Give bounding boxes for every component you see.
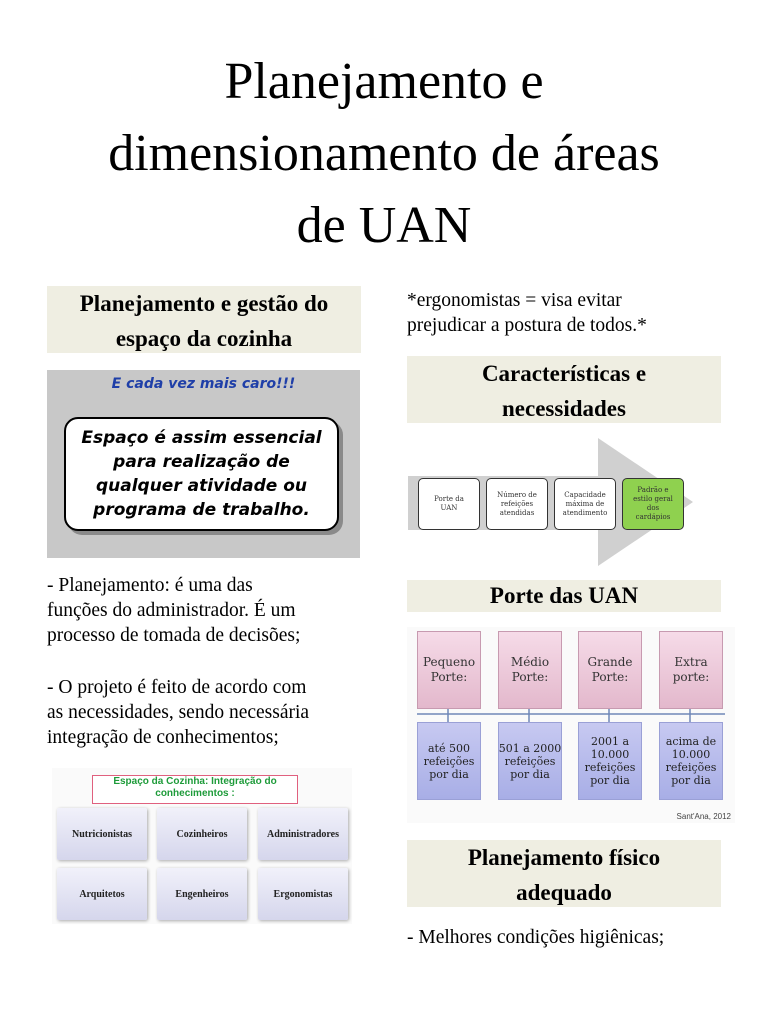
flow-box-line: refeições bbox=[500, 499, 534, 508]
size-range-line: refeições bbox=[504, 754, 556, 768]
size-label-line: Porte: bbox=[591, 670, 629, 684]
profession-cell: Engenheiros bbox=[157, 868, 247, 920]
paragraph-line: - Planejamento: é uma das bbox=[47, 575, 253, 596]
bubble-line: programa de trabalho. bbox=[93, 500, 310, 520]
size-range-line: 501 a 2000 bbox=[498, 741, 562, 755]
bubble-line: Espaço é assim essencial bbox=[81, 428, 322, 448]
flow-box-line: Número de bbox=[497, 490, 537, 499]
profession-cell: Cozinheiros bbox=[157, 808, 247, 860]
speech-bubble bbox=[64, 417, 339, 531]
heading-characteristics bbox=[407, 356, 721, 423]
page-title-line: dimensionamento de áreas bbox=[108, 125, 660, 182]
flow-box-line: cardápios bbox=[635, 513, 671, 521]
size-range-line: por dia bbox=[671, 774, 711, 787]
page-title-line: Planejamento e bbox=[224, 53, 544, 110]
profession-cell: Arquitetos bbox=[57, 868, 147, 920]
flow-box-menu bbox=[622, 478, 684, 530]
flow-box-line: Porte da bbox=[434, 495, 464, 503]
bubble-line: para realização de bbox=[113, 452, 290, 472]
paragraph-planning bbox=[47, 573, 300, 648]
flow-box-size bbox=[418, 478, 480, 530]
profession-cell: Nutricionistas bbox=[57, 808, 147, 860]
heading-line: espaço da cozinha bbox=[115, 326, 293, 351]
size-label-line: porte: bbox=[672, 670, 710, 684]
integration-header-line: conhecimentos : bbox=[155, 788, 235, 799]
size-range-line: 2001 a bbox=[590, 735, 630, 748]
flow-box-line: estilo geral bbox=[633, 495, 673, 503]
integration-header bbox=[92, 775, 298, 804]
paragraph-line: - O projeto é feito de acordo com bbox=[47, 677, 307, 698]
flow-box-meals bbox=[486, 478, 548, 530]
heading-line: Características e bbox=[481, 361, 647, 386]
paragraph-line: - Melhores condições higiênicas; bbox=[407, 927, 665, 948]
size-label-line: Pequeno bbox=[422, 655, 476, 669]
flow-box-line: Capacidade bbox=[564, 490, 606, 499]
size-label-large bbox=[578, 631, 642, 709]
integration-header-line: Espaço da Cozinha: Integração do bbox=[113, 776, 277, 787]
flow-box-line: dos bbox=[646, 504, 660, 512]
size-range-line: 10.000 bbox=[671, 748, 711, 761]
heading-line: Planejamento físico bbox=[467, 845, 661, 870]
flow-box-line: atendidas bbox=[499, 508, 535, 517]
size-label-extra bbox=[659, 631, 723, 709]
size-range-small bbox=[417, 722, 481, 800]
size-label-small bbox=[417, 631, 481, 709]
profession-cell: Administradores bbox=[258, 808, 348, 860]
size-range-medium bbox=[498, 722, 562, 800]
size-label-line: Grande bbox=[587, 655, 633, 669]
size-range-line: refeições bbox=[584, 761, 636, 774]
size-label-medium bbox=[498, 631, 562, 709]
size-label-line: Médio bbox=[510, 655, 550, 669]
note-line: prejudicar a postura de todos.* bbox=[407, 315, 647, 336]
paragraph-line: funções do administrador. É um bbox=[47, 600, 296, 621]
page-title bbox=[20, 46, 748, 262]
profession-cell: Ergonomistas bbox=[258, 868, 348, 920]
size-range-line: por dia bbox=[429, 767, 469, 781]
heading-physical-planning bbox=[407, 840, 721, 907]
size-label-line: Porte: bbox=[430, 670, 468, 684]
ergonomists-note bbox=[407, 288, 647, 338]
size-range-line: por dia bbox=[590, 774, 630, 787]
paragraph-line: integração de conhecimentos; bbox=[47, 727, 279, 748]
heading-line: necessidades bbox=[502, 396, 626, 421]
size-range-line: refeições bbox=[423, 754, 475, 768]
space-essential-image bbox=[47, 370, 360, 558]
flow-box-line: UAN bbox=[440, 504, 458, 512]
heading-kitchen-space bbox=[47, 286, 361, 353]
size-range-large bbox=[578, 722, 642, 800]
heading-line: adequado bbox=[516, 880, 612, 905]
paragraph-line: processo de tomada de decisões; bbox=[47, 625, 301, 646]
note-line: *ergonomistas = visa evitar bbox=[407, 290, 622, 311]
paragraph-project bbox=[47, 675, 309, 750]
image-credit: Sant'Ana, 2012 bbox=[676, 812, 731, 821]
size-range-line: até 500 bbox=[428, 741, 470, 755]
flow-box-line: Padrão e bbox=[637, 486, 669, 494]
size-range-line: 10.000 bbox=[590, 748, 630, 761]
flow-box-capacity bbox=[554, 478, 616, 530]
size-range-line: refeições bbox=[665, 761, 717, 774]
size-range-extra bbox=[659, 722, 723, 800]
characteristics-flow-image bbox=[408, 438, 693, 566]
bubble-line: qualquer atividade ou bbox=[95, 476, 308, 496]
heading-line: Porte das UAN bbox=[489, 583, 639, 608]
heading-uan-size bbox=[407, 580, 721, 612]
kitchen-integration-image bbox=[52, 768, 352, 924]
paragraph-line: as necessidades, sendo necessária bbox=[47, 702, 310, 723]
size-range-line: acima de bbox=[665, 735, 717, 748]
heading-line: Planejamento e gestão do bbox=[79, 291, 329, 316]
flow-box-line: atendimento bbox=[562, 508, 608, 517]
uan-size-image bbox=[407, 627, 735, 823]
size-range-line: por dia bbox=[510, 767, 550, 781]
image-caption: E cada vez mais caro!!! bbox=[111, 376, 296, 392]
paragraph-hygiene bbox=[407, 925, 664, 950]
page-title-line: de UAN bbox=[296, 197, 472, 254]
flow-box-line: máxima de bbox=[565, 499, 605, 508]
size-label-line: Porte: bbox=[511, 670, 549, 684]
size-label-line: Extra bbox=[674, 655, 708, 669]
